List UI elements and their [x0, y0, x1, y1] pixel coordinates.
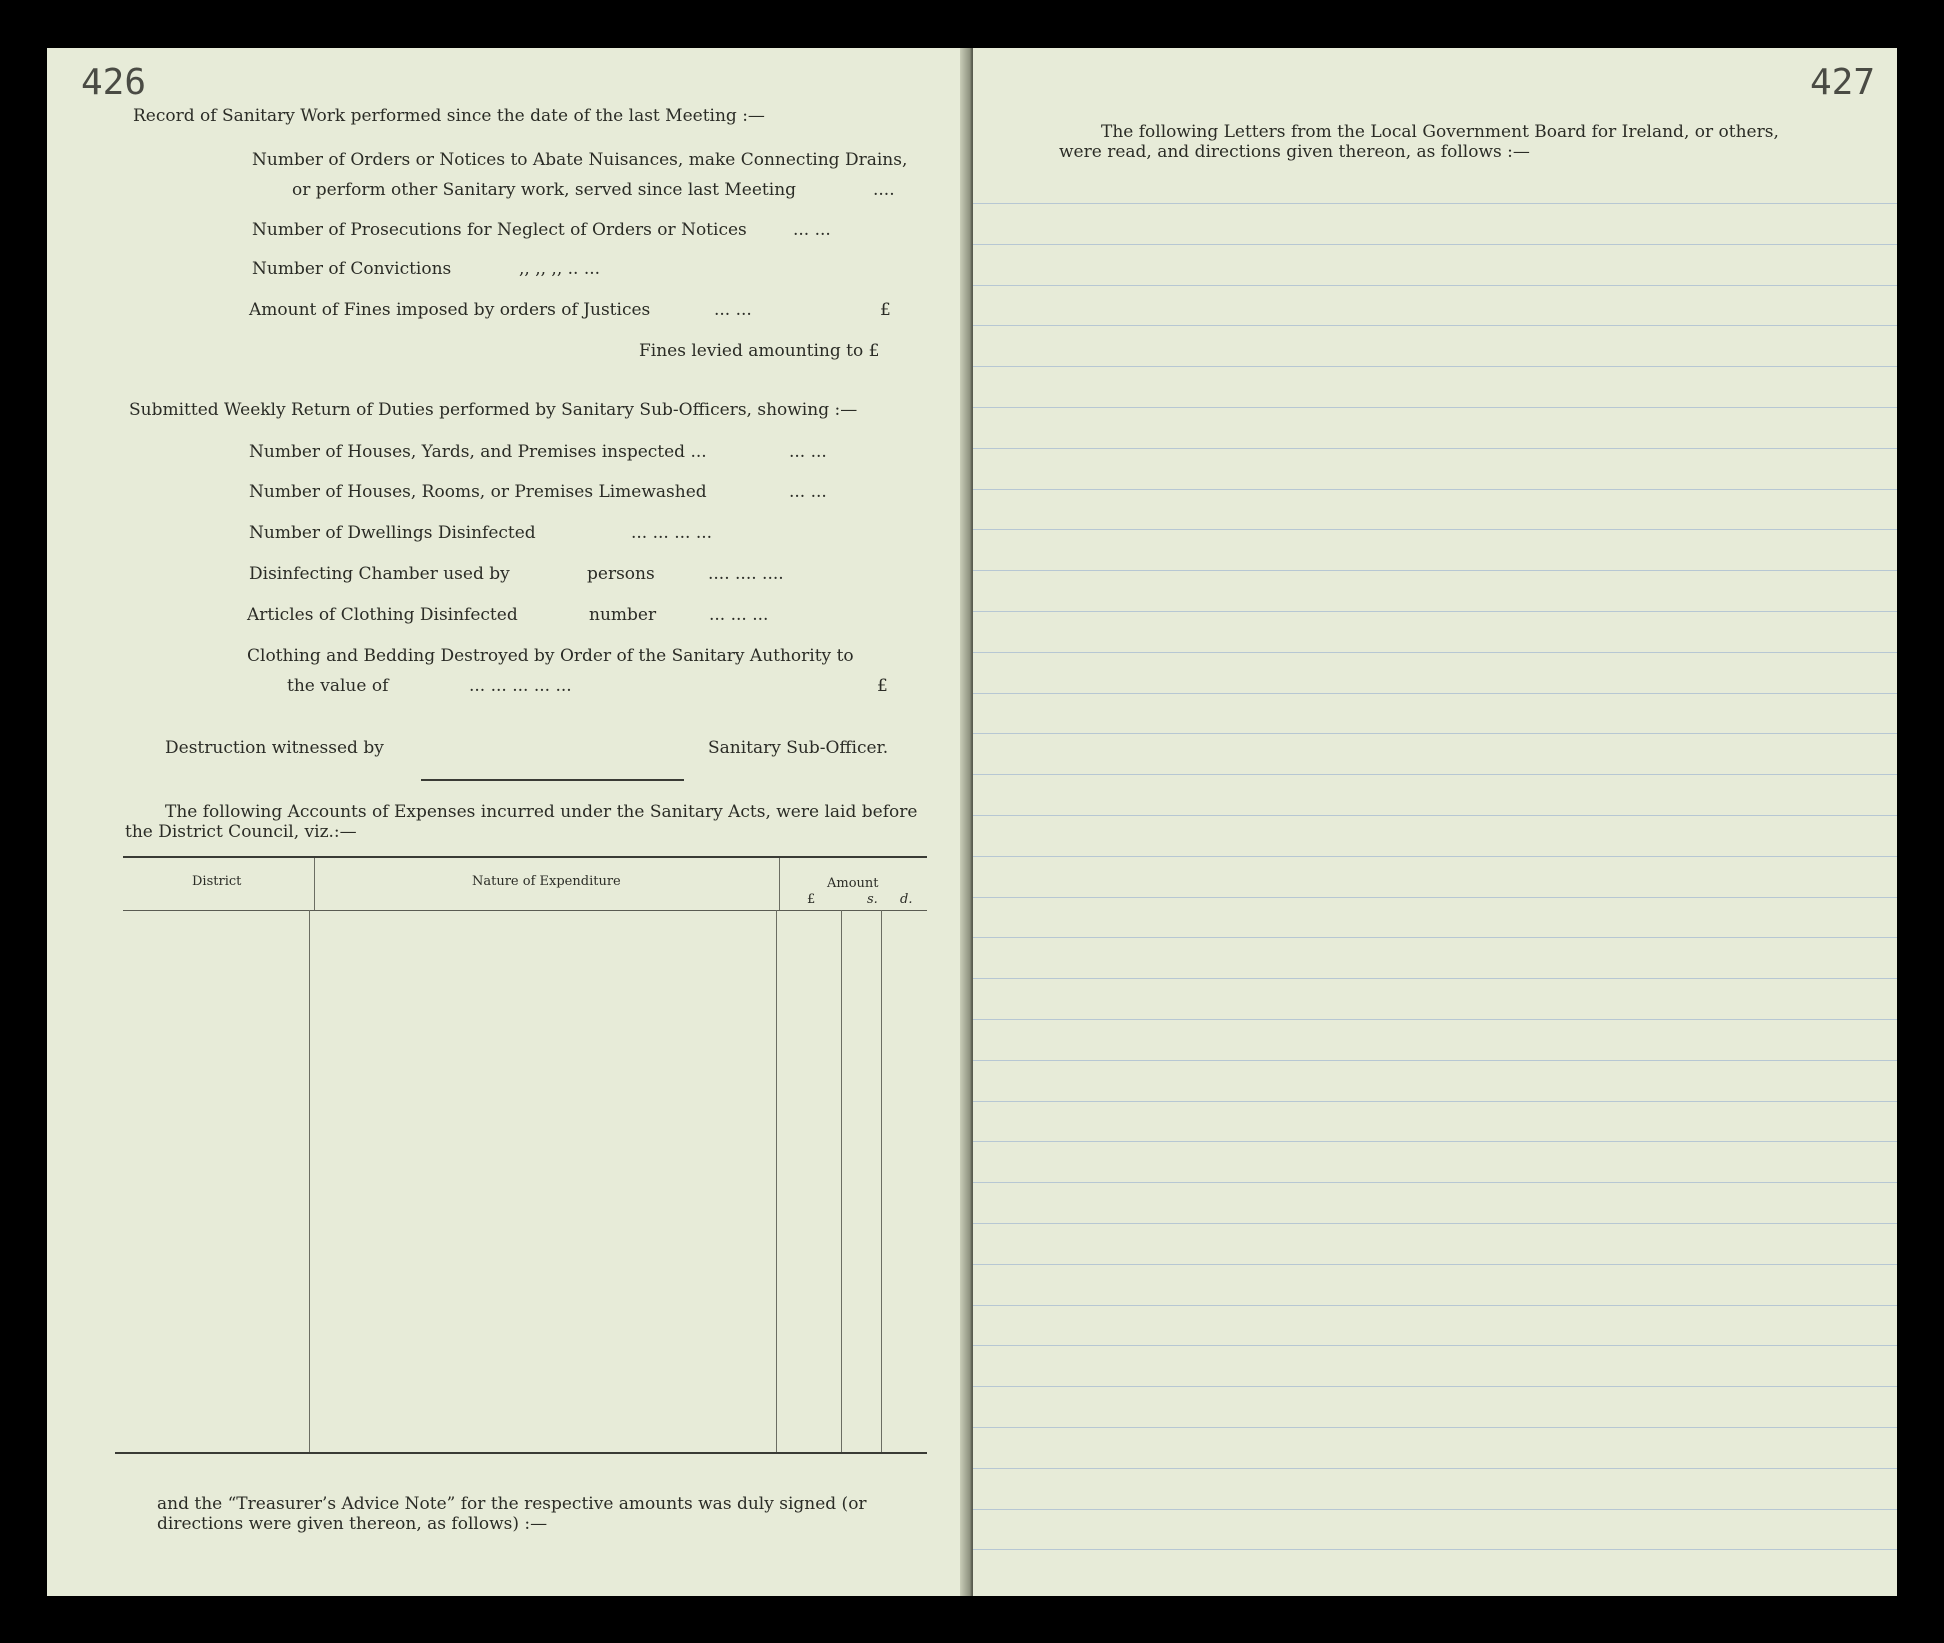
col-district: District [192, 874, 242, 889]
page-number: 427 [1809, 62, 1875, 103]
ruled-line [973, 1264, 1897, 1265]
bedding-dots: ... ... ... ... ... [469, 676, 572, 696]
ruled-line [973, 244, 1897, 245]
ruled-line [973, 325, 1897, 326]
ruled-line [973, 1060, 1897, 1061]
ruled-line [973, 774, 1897, 775]
ruled-line [973, 1101, 1897, 1102]
ruled-line [973, 448, 1897, 449]
dwellings-dots: ... ... ... ... [631, 523, 713, 543]
weekly-return-heading: Submitted Weekly Return of Duties performed by Sanitary Sub-Officers, showing :— [129, 400, 858, 420]
ruled-line [973, 937, 1897, 938]
treasurer-line-2: directions were given thereon, as follows) :— [157, 1514, 548, 1534]
ruled-line [973, 1223, 1897, 1224]
ruled-line [973, 203, 1897, 204]
pound-sign: £ [880, 300, 891, 320]
number-label: number [589, 605, 657, 625]
ruled-line [973, 856, 1897, 857]
chamber-dots: .... .... .... [708, 564, 784, 584]
record-heading: Record of Sanitary Work performed since the date of the last Meeting :— [133, 106, 765, 126]
ruled-line [973, 489, 1897, 490]
dwellings-label: Number of Dwellings Disinfected [249, 523, 536, 543]
articles-dots: ... ... ... [709, 605, 769, 625]
destruction-label: Destruction witnessed by [165, 738, 384, 758]
col-amount: Amount [827, 876, 879, 891]
letters-line-2: were read, and directions given thereon, as follows :— [1059, 142, 1530, 162]
ruled-line [973, 1509, 1897, 1510]
ruled-line [973, 978, 1897, 979]
page-number: 426 [81, 62, 147, 103]
table-top-rule [123, 856, 927, 858]
accounts-line-1: The following Accounts of Expenses incurred under the Sanitary Acts, were laid before [165, 802, 918, 822]
articles-label: Articles of Clothing Disinfected [247, 605, 518, 625]
table-bottom-rule [115, 1452, 927, 1454]
convictions-dots: ,, ,, ,, .. ... [519, 259, 601, 279]
right-page [973, 48, 1897, 1596]
ruled-line [973, 1305, 1897, 1306]
ruled-line [973, 611, 1897, 612]
ruled-line [973, 1427, 1897, 1428]
left-page [47, 48, 969, 1596]
ruled-line [973, 366, 1897, 367]
ruled-line [973, 1345, 1897, 1346]
treasurer-line-1: and the “Treasurer’s Advice Note” for the respective amounts was duly signed (or [157, 1494, 867, 1514]
ruled-line [973, 1386, 1897, 1387]
table-header-rule [123, 910, 927, 911]
ruled-line [973, 1549, 1897, 1550]
col-pence: d. [900, 892, 913, 907]
limewashed-label: Number of Houses, Rooms, or Premises Limewashed [249, 482, 707, 502]
orders-line-1: Number of Orders or Notices to Abate Nuisances, make Connecting Drains, [252, 150, 908, 170]
ruled-line [973, 285, 1897, 286]
fines-imposed-dots: ... ... [714, 300, 752, 320]
ruled-line [973, 1468, 1897, 1469]
persons-label: persons [587, 564, 655, 584]
orders-line-2: or perform other Sanitary work, served since last Meeting [292, 180, 797, 200]
ruled-line [973, 897, 1897, 898]
col-pounds: £ [807, 892, 816, 907]
chamber-label: Disinfecting Chamber used by [249, 564, 510, 584]
ruled-line [973, 733, 1897, 734]
limewashed-dots: ... ... [789, 482, 827, 502]
sub-officer-label: Sanitary Sub-Officer. [708, 738, 889, 758]
bedding-line-2: the value of [287, 676, 389, 696]
signature-line [421, 779, 684, 781]
ruled-line [973, 815, 1897, 816]
houses-inspected-dots: ... ... [789, 442, 827, 462]
ruled-line [973, 1019, 1897, 1020]
ruled-line [973, 693, 1897, 694]
orders-dots: .... [873, 180, 895, 200]
fines-levied: Fines levied amounting to £ [639, 341, 880, 361]
bedding-pound-sign: £ [877, 676, 888, 696]
ruled-line [973, 652, 1897, 653]
houses-inspected-label: Number of Houses, Yards, and Premises inspected ... [249, 442, 707, 462]
ruled-line [973, 1141, 1897, 1142]
convictions-label: Number of Convictions [252, 259, 452, 279]
letters-line-1: The following Letters from the Local Government Board for Ireland, or others, [1101, 122, 1779, 142]
col-shillings: s. [867, 892, 878, 907]
fines-imposed-label: Amount of Fines imposed by orders of Justices [249, 300, 651, 320]
ruled-line [973, 529, 1897, 530]
bedding-line-1: Clothing and Bedding Destroyed by Order of the Sanitary Authority to [247, 646, 854, 666]
accounts-line-2: the District Council, viz.:— [125, 822, 357, 842]
prosecutions-dots: ... ... [793, 220, 831, 240]
col-nature: Nature of Expenditure [472, 874, 621, 889]
ruled-line [973, 570, 1897, 571]
ruled-line [973, 1182, 1897, 1183]
ruled-line [973, 407, 1897, 408]
prosecutions-label: Number of Prosecutions for Neglect of Orders or Notices [252, 220, 747, 240]
